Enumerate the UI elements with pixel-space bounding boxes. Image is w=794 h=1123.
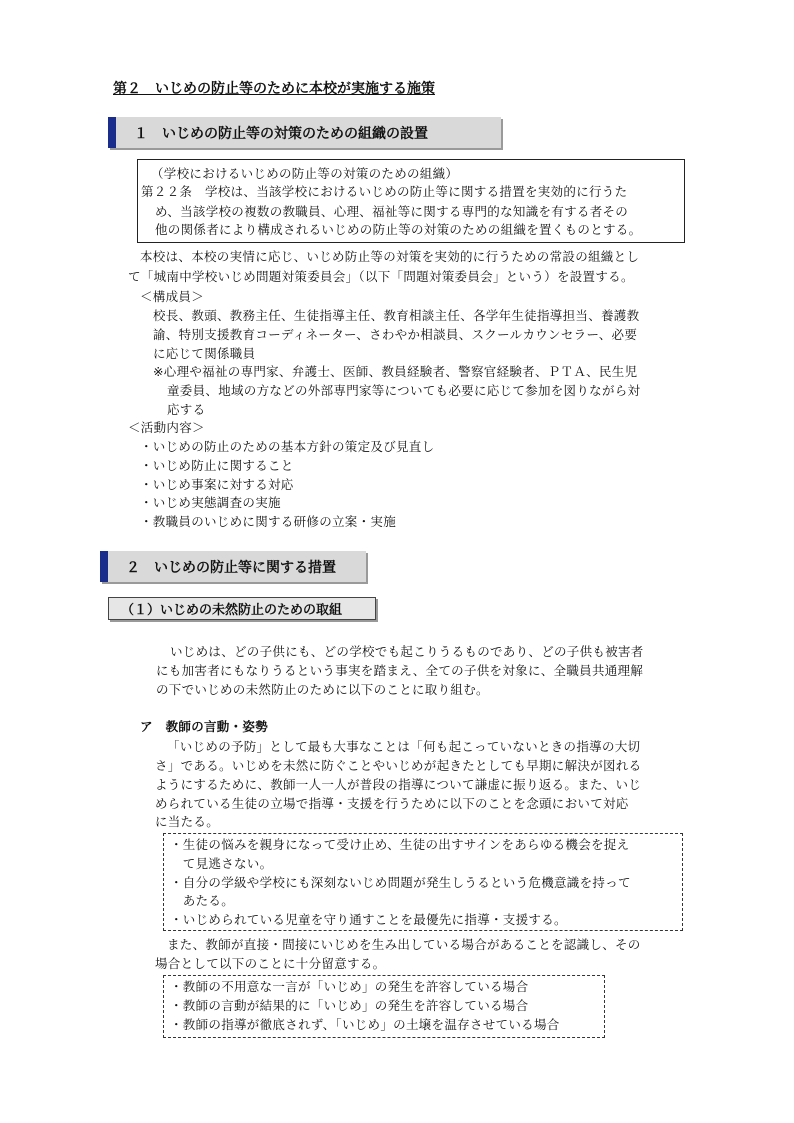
- activity-item: ・教職員のいじめに関する研修の立案・実施: [140, 514, 397, 529]
- law-line: 第２２条 学校は、当該学校におけるいじめの防止等に関する措置を実効的に行うた: [141, 184, 628, 199]
- item-a-line: められている生徒の立場で指導・支援を行うために以下のことを念頭において対応: [155, 796, 629, 811]
- guideline-item: あたる。: [170, 893, 235, 908]
- note-line: 童委員、地域の方などの外部専門家等についても必要に応じて参加を図りながら対: [167, 383, 641, 398]
- paragraph-line: の下でいじめの未然防止のために以下のことに取り組む。: [156, 682, 489, 697]
- activity-item: ・いじめ実態調査の実施: [140, 495, 281, 510]
- section-2-heading: ２ いじめの防止等に関する措置: [126, 560, 336, 576]
- activities-heading: ＜活動内容＞: [128, 420, 205, 435]
- section-1-header: [108, 117, 501, 148]
- guideline-item: ・いじめられている児童を守り通すことを最優先に指導・支援する。: [170, 912, 567, 927]
- guideline-item: て見逃さない。: [170, 856, 273, 871]
- paragraph-line: いじめは、どの子供にも、どの学校でも起こりうるものであり、どの子供も被害者: [170, 644, 644, 659]
- section-1-heading: １ いじめの防止等の対策のための組織の設置: [134, 126, 428, 142]
- law-line: 他の関係者により構成されるいじめの防止等の対策のための組織を置くものとする。: [155, 222, 642, 237]
- activity-item: ・いじめの防止のための基本方針の策定及び見直し: [140, 439, 435, 454]
- caution-item: ・教師の不用意な一言が「いじめ」の発生を許容している場合: [170, 979, 529, 994]
- note-line: 応する: [167, 402, 206, 417]
- subsection-1-header: [108, 597, 376, 620]
- members-line: 諭、特別支援教育コーディネーター、さわやか相談員、スクールカウンセラー、必要: [153, 327, 638, 342]
- intro-line: て「城南中学校いじめ問題対策委員会」（以下「問題対策委員会」という）を設置する。: [128, 269, 634, 284]
- item-a-line: 「いじめの予防」として最も大事なことは「何も起こっていないときの指導の大切: [167, 739, 641, 754]
- caution-item: ・教師の指導が徹底されず、「いじめ」の土壌を温存させている場合: [170, 1017, 560, 1032]
- item-a-line: さ」である。いじめを未然に防ぐことやいじめが起きたとしても早期に解決が図れる: [155, 758, 642, 773]
- item-a-line: に当たる。: [155, 814, 220, 829]
- activity-item: ・いじめ防止に関すること: [140, 458, 294, 473]
- guideline-item: ・自分の学級や学校にも深刻ないじめ問題が発生しうるという危機意識を持って: [170, 875, 631, 890]
- paragraph-line: にも加害者にもなりうるという事実を踏まえ、全ての子供を対象に、全職員共通理解: [156, 663, 644, 678]
- note-line: ※心理や福祉の専門家、弁護士、医師、教員経験者、警察官経験者、ＰＴＡ、民生児: [153, 364, 638, 379]
- caution-item: ・教師の言動が結果的に「いじめ」の発生を許容している場合: [170, 998, 529, 1013]
- law-caption: （学校におけるいじめの防止等の対策のための組織）: [151, 166, 459, 181]
- section-2-header: [100, 551, 366, 582]
- paragraph-line: 場合として以下のことに十分留意する。: [155, 956, 386, 971]
- subsection-1-heading: （１）いじめの未然防止のための取組: [121, 603, 343, 618]
- paragraph-line: また、教師が直接・間接にいじめを生み出している場合があることを認識し、その: [167, 937, 641, 952]
- item-a-heading: ア 教師の言動・姿勢: [140, 719, 269, 734]
- members-heading: ＜構成員＞: [140, 289, 205, 304]
- guideline-item: ・生徒の悩みを親身になって受け止め、生徒の出すサインをあらゆる機会を捉え: [170, 837, 630, 852]
- intro-line: 本校は、本校の実情に応じ、いじめ防止等の対策を実効的に行うための常設の組織とし: [140, 249, 640, 264]
- members-line: に応じて関係職員: [153, 346, 256, 361]
- chapter-title: 第２ いじめの防止等のために本校が実施する施策: [113, 81, 435, 97]
- law-line: め、当該学校の複数の教職員、心理、福祉等に関する専門的な知識を有する者その: [155, 204, 629, 219]
- item-a-line: ようにするために、教師一人一人が普段の指導について謙虚に振り返る。また、いじ: [155, 777, 642, 792]
- members-line: 校長、教頭、教務主任、生徒指導主任、教育相談主任、各学年生徒指導担当、養護教: [153, 308, 640, 323]
- activity-item: ・いじめ事案に対する対応: [140, 477, 294, 492]
